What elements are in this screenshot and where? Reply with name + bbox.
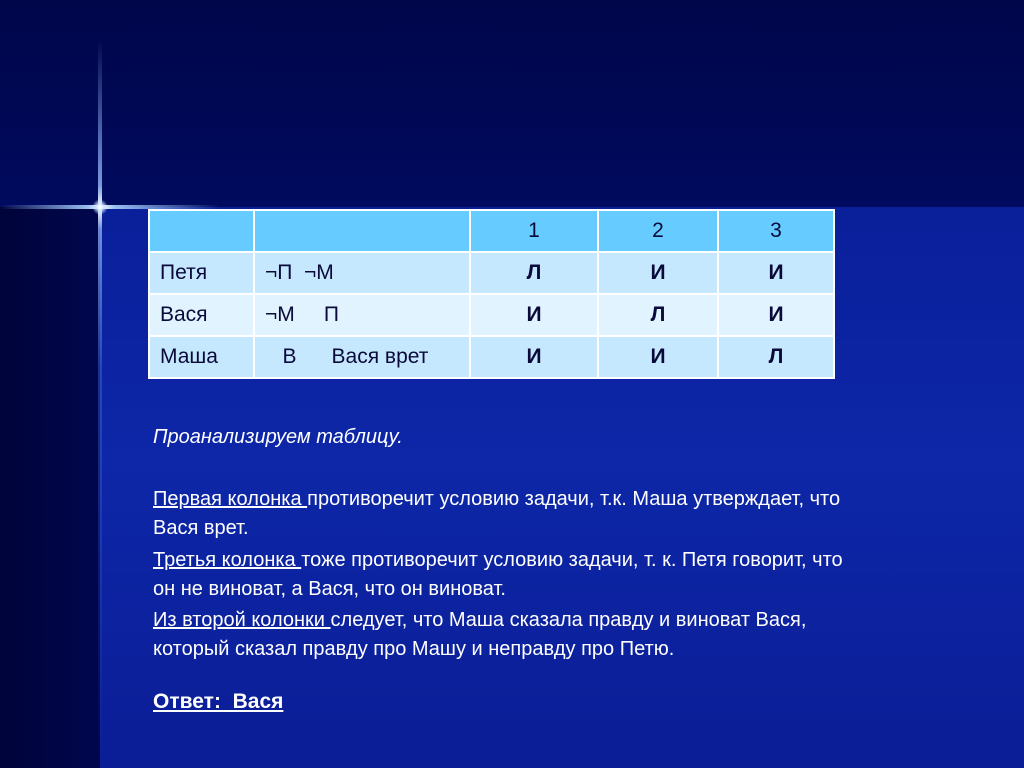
truth-table [148, 209, 835, 379]
table-row-masha [149, 336, 834, 378]
paragraph-line [153, 485, 840, 514]
paragraph-first-column [153, 485, 840, 543]
paragraph-text: следует, что Маша сказала правду и виноват Вася, [330, 609, 807, 631]
row-value-2: Л [598, 294, 718, 336]
table-header-row [149, 210, 834, 252]
paragraph-text: тоже противоречит условию задачи, т. к. Петя говорит, что [301, 549, 843, 571]
header-cell-name [149, 210, 254, 252]
paragraph-lead: Из второй колонки [153, 609, 331, 631]
header-cell-3: 3 [718, 210, 834, 252]
paragraph-line [153, 546, 843, 575]
paragraph-line: он не виноват, а Вася, что он виноват. [153, 578, 506, 600]
row-name: Вася [149, 294, 254, 336]
row-statement: В Вася врет [254, 336, 470, 378]
row-value-1: Л [470, 252, 598, 294]
paragraph-lead: Первая колонка [153, 488, 308, 510]
table-row-vasya [149, 294, 834, 336]
answer-text: Ответ: Вася [153, 690, 284, 713]
sparkle-vertical-ray [98, 40, 102, 768]
row-value-3: И [718, 294, 834, 336]
row-statement: ¬П ¬М [254, 252, 470, 294]
row-value-3: И [718, 252, 834, 294]
header-cell-2: 2 [598, 210, 718, 252]
row-name: Маша [149, 336, 254, 378]
paragraph-line: который сказал правду про Машу и неправду про Петю. [153, 638, 675, 660]
background-top [0, 0, 1024, 207]
header-cell-statement [254, 210, 470, 252]
paragraph-line: Вася врет. [153, 517, 249, 539]
paragraph-lead: Третья колонка [153, 549, 302, 571]
header-cell-1: 1 [470, 210, 598, 252]
row-value-1: И [470, 336, 598, 378]
row-statement: ¬М П [254, 294, 470, 336]
analysis-intro: Проанализируем таблицу. [153, 426, 403, 448]
background-left [0, 207, 100, 768]
row-value-3: Л [718, 336, 834, 378]
sparkle-icon [92, 199, 108, 215]
row-value-2: И [598, 252, 718, 294]
table-row-petya [149, 252, 834, 294]
paragraph-text: противоречит условию задачи, т.к. Маша утверждает, что [307, 488, 841, 510]
row-name: Петя [149, 252, 254, 294]
paragraph-second-column [153, 606, 806, 664]
row-value-1: И [470, 294, 598, 336]
row-value-2: И [598, 336, 718, 378]
paragraph-line [153, 606, 806, 635]
paragraph-third-column [153, 546, 843, 604]
